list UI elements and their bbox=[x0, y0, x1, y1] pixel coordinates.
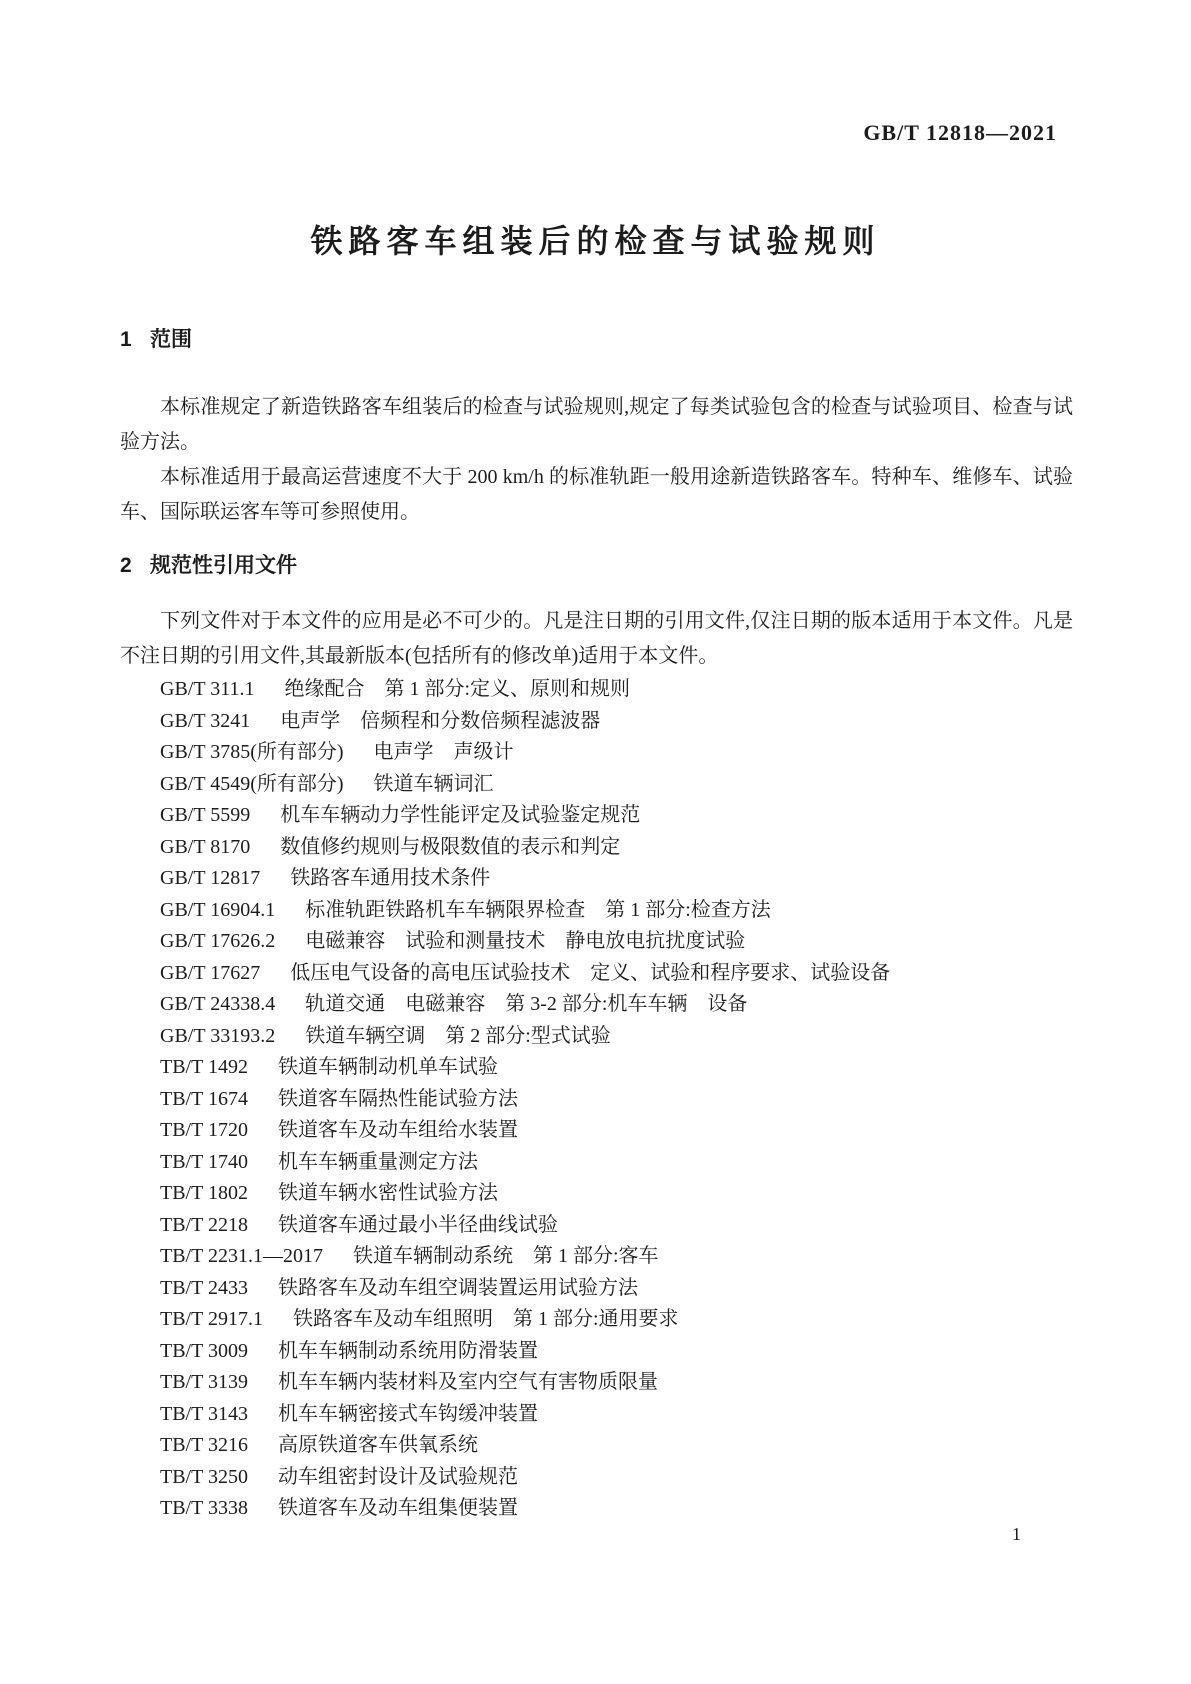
reference-code: TB/T 2433 bbox=[160, 1276, 248, 1299]
document-body bbox=[120, 326, 1073, 1525]
reference-code: GB/T 5599 bbox=[160, 804, 251, 826]
reference-item bbox=[120, 1178, 1073, 1210]
reference-item bbox=[120, 800, 1073, 832]
reference-title: 铁道客车及动车组给水装置 bbox=[277, 1119, 518, 1141]
reference-title: 铁道车辆空调 第 2 部分:型式试验 bbox=[305, 1024, 611, 1047]
reference-item bbox=[120, 1241, 1073, 1273]
reference-title: 轨道交通 电磁兼容 第 3-2 部分:机车车辆 设备 bbox=[305, 993, 748, 1015]
reference-code: TB/T 3009 bbox=[160, 1339, 248, 1362]
reference-code: GB/T 12817 bbox=[160, 867, 261, 889]
reference-item bbox=[120, 989, 1073, 1021]
reference-title: 机车车辆动力学性能评定及试验鉴定规范 bbox=[280, 804, 641, 826]
reference-item bbox=[120, 1304, 1073, 1336]
standard-number: GB/T 12818—2021 bbox=[863, 120, 1057, 145]
reference-code: GB/T 4549(所有部分) bbox=[160, 772, 344, 795]
reference-item bbox=[120, 737, 1073, 769]
reference-code: TB/T 2218 bbox=[160, 1213, 248, 1236]
reference-title: 铁道车辆制动系统 第 1 部分:客车 bbox=[352, 1245, 659, 1267]
page-number: 1 bbox=[1012, 1524, 1021, 1544]
reference-item bbox=[120, 895, 1073, 927]
reference-item bbox=[120, 674, 1073, 706]
normative-references-intro: 下列文件对于本文件的应用是必不可少的。凡是注日期的引用文件,仅注日期的版本适用于本文件。凡是不注日期的引用文件,其最新版本(包括所有的修改单)适用于本文件。 bbox=[120, 610, 1073, 667]
reference-code: TB/T 3338 bbox=[160, 1497, 248, 1519]
reference-title: 高原铁道客车供氧系统 bbox=[277, 1434, 478, 1456]
reference-item bbox=[120, 1493, 1073, 1525]
reference-item bbox=[120, 1052, 1073, 1084]
reference-code: GB/T 3785(所有部分) bbox=[160, 741, 344, 763]
section-2-number: 2 bbox=[120, 554, 132, 577]
reference-title: 低压电气设备的高电压试验技术 定义、试验和程序要求、试验设备 bbox=[290, 961, 891, 984]
reference-code: TB/T 1720 bbox=[160, 1119, 248, 1141]
reference-item bbox=[120, 706, 1073, 738]
section-1-heading bbox=[120, 326, 1073, 354]
reference-code: TB/T 1674 bbox=[160, 1087, 248, 1110]
reference-title: 电声学 声级计 bbox=[373, 741, 514, 763]
reference-code: TB/T 3216 bbox=[160, 1434, 248, 1456]
reference-item bbox=[120, 863, 1073, 895]
reference-code: TB/T 2917.1 bbox=[160, 1308, 263, 1330]
reference-item bbox=[120, 1462, 1073, 1494]
reference-item bbox=[120, 958, 1073, 990]
reference-title: 电声学 倍频程和分数倍频程滤波器 bbox=[280, 709, 601, 732]
reference-code: GB/T 3241 bbox=[160, 709, 251, 732]
reference-title: 铁道客车隔热性能试验方法 bbox=[277, 1087, 518, 1110]
reference-title: 机车车辆制动系统用防滑装置 bbox=[277, 1339, 538, 1362]
reference-list bbox=[120, 674, 1073, 1525]
reference-item bbox=[120, 832, 1073, 864]
reference-title: 铁道车辆水密性试验方法 bbox=[277, 1182, 498, 1204]
reference-title: 数值修约规则与极限数值的表示和判定 bbox=[280, 835, 621, 858]
reference-title: 铁路客车通用技术条件 bbox=[290, 867, 491, 889]
reference-title: 铁路客车及动车组空调装置运用试验方法 bbox=[277, 1276, 638, 1299]
scope-paragraph-2: 本标准适用于最高运营速度不大于 200 km/h 的标准轨距一般用途新造铁路客车。特种车、维修车、试验车、国际联运客车等可参照使用。 bbox=[120, 466, 1073, 523]
reference-title: 绝缘配合 第 1 部分:定义、原则和规则 bbox=[284, 678, 631, 700]
reference-title: 机车车辆密接式车钩缓冲装置 bbox=[277, 1402, 538, 1425]
reference-code: GB/T 33193.2 bbox=[160, 1024, 276, 1047]
reference-code: TB/T 3250 bbox=[160, 1465, 248, 1488]
reference-code: TB/T 1802 bbox=[160, 1182, 248, 1204]
section-1-title: 范围 bbox=[150, 328, 192, 351]
reference-code: GB/T 311.1 bbox=[160, 678, 255, 700]
reference-code: GB/T 8170 bbox=[160, 835, 251, 858]
reference-item bbox=[120, 926, 1073, 958]
reference-title: 铁道客车通过最小半径曲线试验 bbox=[277, 1213, 558, 1236]
reference-code: GB/T 16904.1 bbox=[160, 898, 276, 921]
reference-title: 电磁兼容 试验和测量技术 静电放电抗扰度试验 bbox=[305, 930, 746, 952]
reference-item bbox=[120, 1367, 1073, 1399]
reference-item bbox=[120, 1273, 1073, 1305]
reference-item bbox=[120, 769, 1073, 801]
reference-item bbox=[120, 1147, 1073, 1179]
reference-code: GB/T 24338.4 bbox=[160, 993, 276, 1015]
reference-item bbox=[120, 1115, 1073, 1147]
reference-title: 机车车辆内装材料及室内空气有害物质限量 bbox=[277, 1371, 658, 1393]
reference-item bbox=[120, 1021, 1073, 1053]
reference-code: GB/T 17626.2 bbox=[160, 930, 276, 952]
reference-title: 铁道客车及动车组集便装置 bbox=[277, 1497, 518, 1519]
reference-title: 铁道车辆制动机单车试验 bbox=[277, 1056, 498, 1078]
reference-title: 铁路客车及动车组照明 第 1 部分:通用要求 bbox=[292, 1308, 679, 1330]
reference-item bbox=[120, 1336, 1073, 1368]
reference-code: GB/T 17627 bbox=[160, 961, 261, 984]
reference-code: TB/T 2231.1—2017 bbox=[160, 1245, 323, 1267]
reference-code: TB/T 3143 bbox=[160, 1402, 248, 1425]
section-2-heading bbox=[120, 552, 1073, 580]
reference-item bbox=[120, 1084, 1073, 1116]
reference-item bbox=[120, 1210, 1073, 1242]
reference-code: TB/T 3139 bbox=[160, 1371, 248, 1393]
reference-code: TB/T 1492 bbox=[160, 1056, 248, 1078]
reference-title: 铁道车辆词汇 bbox=[373, 772, 494, 795]
scope-paragraph-1: 本标准规定了新造铁路客车组装后的检查与试验规则,规定了每类试验包含的检查与试验项目、检查与试验方法。 bbox=[120, 396, 1073, 453]
reference-item bbox=[120, 1399, 1073, 1431]
reference-title: 机车车辆重量测定方法 bbox=[277, 1150, 478, 1173]
section-1-number: 1 bbox=[120, 328, 132, 351]
document-title: 铁路客车组装后的检查与试验规则 bbox=[310, 223, 881, 259]
reference-title: 标准轨距铁路机车车辆限界检查 第 1 部分:检查方法 bbox=[305, 898, 771, 921]
reference-title: 动车组密封设计及试验规范 bbox=[277, 1465, 518, 1488]
section-2-title: 规范性引用文件 bbox=[150, 554, 297, 577]
reference-item bbox=[120, 1430, 1073, 1462]
reference-code: TB/T 1740 bbox=[160, 1150, 248, 1173]
